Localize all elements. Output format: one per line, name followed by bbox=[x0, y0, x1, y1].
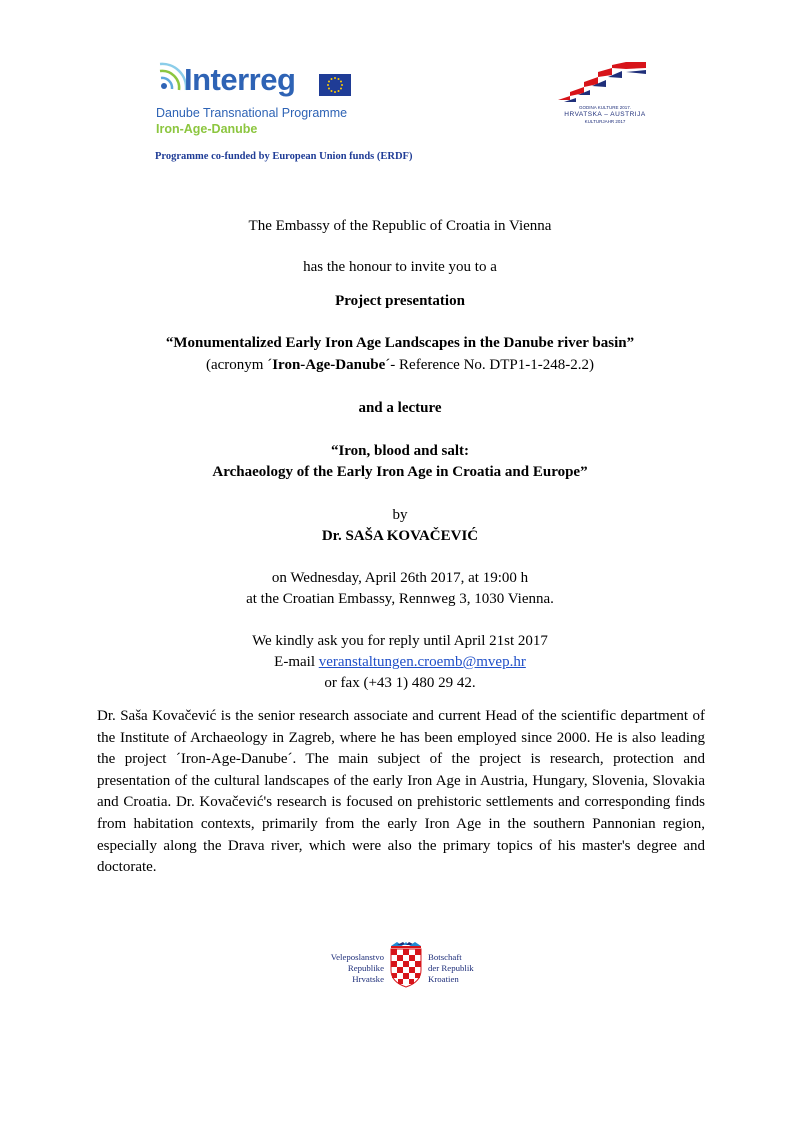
project-name: Iron-Age-Danube bbox=[156, 122, 258, 136]
footer-german-name bbox=[428, 952, 508, 985]
footer-croatian-name bbox=[312, 952, 384, 985]
cofunded-note: Programme co-funded by European Union funds (ERDF) bbox=[155, 151, 413, 162]
programme-name: Danube Transnational Programme bbox=[156, 106, 348, 120]
email-link[interactable]: veranstaltungen.croemb@mvep.hr bbox=[318, 654, 526, 670]
venue-line: at the Croatian Embassy, Rennweg 3, 1030 Vienna. bbox=[246, 591, 554, 607]
email-label: E-mail bbox=[274, 654, 315, 670]
lecture-intro: and a lecture bbox=[358, 400, 442, 416]
footer-right-line1: Botschaft bbox=[428, 952, 462, 962]
footer-left-line3: Hrvatske bbox=[352, 974, 384, 984]
fax-line: or fax (+43 1) 480 29 42. bbox=[324, 675, 476, 691]
email-line bbox=[0, 654, 800, 671]
acronym-suffix: ´- Reference No. DTP1-1-248-2.2) bbox=[385, 357, 594, 373]
host-line: The Embassy of the Republic of Croatia in Vienna bbox=[248, 218, 552, 234]
acronym-prefix: (acronym ´ bbox=[206, 357, 273, 373]
acronym-line bbox=[0, 357, 800, 374]
event-type: Project presentation bbox=[335, 293, 465, 309]
interreg-wordmark: Interreg bbox=[184, 62, 296, 97]
rsvp-line: We kindly ask you for reply until April 21st 2017 bbox=[252, 633, 548, 649]
footer-right-line3: Kroatien bbox=[428, 974, 459, 984]
culture-year-line1: GODINA KULTURE 2017. bbox=[579, 105, 631, 110]
project-title: “Monumentalized Early Iron Age Landscapes in the Danube river basin” bbox=[165, 335, 635, 351]
lecture-title-line1: “Iron, blood and salt: bbox=[330, 443, 470, 459]
speaker-name: Dr. SAŠA KOVAČEVIĆ bbox=[321, 528, 479, 544]
by-line: by bbox=[392, 507, 408, 523]
footer-left-line1: Veleposlanstvo bbox=[330, 952, 384, 962]
culture-year-logo bbox=[550, 60, 660, 130]
footer-right-line2: der Republik bbox=[428, 963, 474, 973]
footer-left-line2: Republike bbox=[347, 963, 384, 973]
croatian-coat-of-arms-icon bbox=[388, 942, 424, 988]
speaker-biography: Dr. Saša Kovačević is the senior research associate and current Head of the scientific department of the Institute of Archaeology in Zagreb, where he has been employed since 2000. He is also leading the project ´Iron-Age-Danube´. The main subject of the project is research, protection and presentation of the cultural landscapes of the early Iron Age in Austria, Hungary, Slovenia, Slovakia and Croatia. Dr. Kovačević's research is focused on prehistoric settlements and corresponding finds from habitation contexts, primarily from the early Iron Age in the southern Pannonian region, especially along the Drava river, which were also the primary topics of his master's degree and doctorate. bbox=[97, 708, 705, 876]
culture-year-line3: KULTURJAHR 2017 bbox=[584, 119, 626, 124]
checkered-wave-icon bbox=[550, 60, 660, 104]
date-line: on Wednesday, April 26th 2017, at 19:00 h bbox=[271, 570, 529, 586]
invite-line: has the honour to invite you to a bbox=[303, 259, 497, 275]
acronym: Iron-Age-Danube bbox=[272, 357, 386, 373]
culture-year-line2: HRVATSKA – AUSTRIJA bbox=[564, 111, 646, 118]
lecture-title-line2: Archaeology of the Early Iron Age in Croatia and Europe” bbox=[212, 464, 588, 480]
eu-flag-icon bbox=[319, 74, 351, 96]
interreg-logo bbox=[152, 56, 362, 166]
